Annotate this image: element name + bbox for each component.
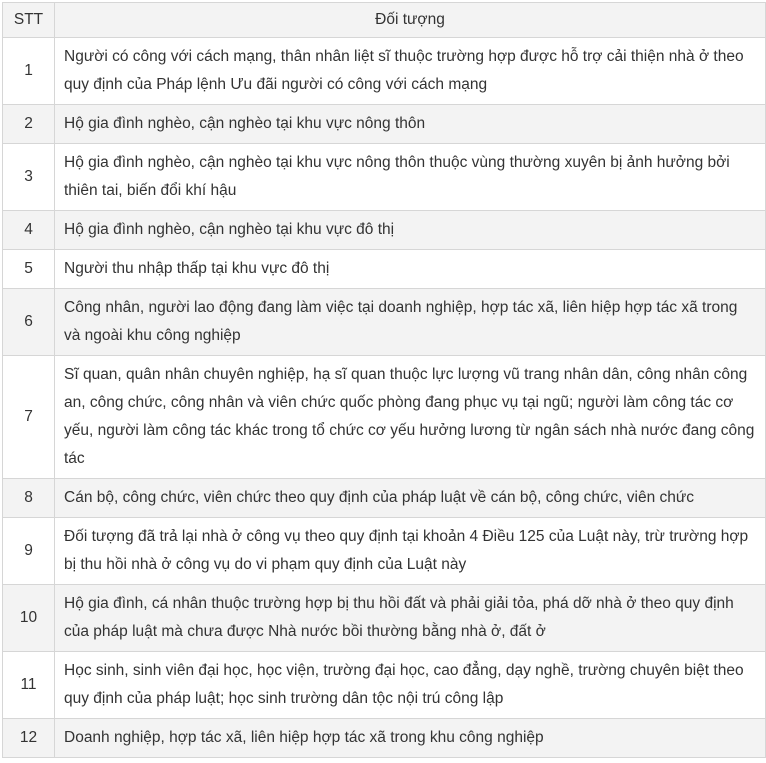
- row-number: 5: [3, 250, 55, 289]
- table-row: [3, 105, 766, 144]
- row-number: 8: [3, 479, 55, 518]
- row-object: Sĩ quan, quân nhân chuyên nghiệp, hạ sĩ quan thuộc lực lượng vũ trang nhân dân, công nhân công an, công chức, công nhân và viên chức quốc phòng đang phục vụ tại ngũ; người làm công tác cơ yếu, người làm công tác khác trong tổ chức cơ yếu hưởng lương từ ngân sách nhà nước đang công tác: [55, 356, 766, 479]
- row-number: 12: [3, 719, 55, 758]
- table-row: [3, 289, 766, 356]
- row-number: 1: [3, 38, 55, 105]
- row-number: 4: [3, 211, 55, 250]
- table-row: [3, 144, 766, 211]
- beneficiaries-table: [2, 2, 766, 758]
- table-row: [3, 38, 766, 105]
- table-row: [3, 719, 766, 758]
- row-object: Hộ gia đình, cá nhân thuộc trường hợp bị thu hồi đất và phải giải tỏa, phá dỡ nhà ở theo quy định của pháp luật mà chưa được Nhà nước bồi thường bằng nhà ở, đất ở: [55, 585, 766, 652]
- row-number: 3: [3, 144, 55, 211]
- table-row: [3, 479, 766, 518]
- row-number: 9: [3, 518, 55, 585]
- row-object: Hộ gia đình nghèo, cận nghèo tại khu vực nông thôn: [55, 105, 766, 144]
- row-object: Hộ gia đình nghèo, cận nghèo tại khu vực nông thôn thuộc vùng thường xuyên bị ảnh hưởng bởi thiên tai, biến đổi khí hậu: [55, 144, 766, 211]
- table-header-row: [3, 3, 766, 38]
- table-row: [3, 585, 766, 652]
- row-number: 2: [3, 105, 55, 144]
- table-row: [3, 518, 766, 585]
- row-number: 7: [3, 356, 55, 479]
- table-row: [3, 211, 766, 250]
- row-object: Đối tượng đã trả lại nhà ở công vụ theo quy định tại khoản 4 Điều 125 của Luật này, trừ trường hợp bị thu hồi nhà ở công vụ do vi phạm quy định của Luật này: [55, 518, 766, 585]
- row-object: Doanh nghiệp, hợp tác xã, liên hiệp hợp tác xã trong khu công nghiệp: [55, 719, 766, 758]
- row-object: Hộ gia đình nghèo, cận nghèo tại khu vực đô thị: [55, 211, 766, 250]
- row-number: 6: [3, 289, 55, 356]
- table-row: [3, 356, 766, 479]
- row-object: Cán bộ, công chức, viên chức theo quy định của pháp luật về cán bộ, công chức, viên chức: [55, 479, 766, 518]
- row-object: Học sinh, sinh viên đại học, học viện, trường đại học, cao đẳng, dạy nghề, trường chuyên biệt theo quy định của pháp luật; học sinh trường dân tộc nội trú công lập: [55, 652, 766, 719]
- row-object: Người có công với cách mạng, thân nhân liệt sĩ thuộc trường hợp được hỗ trợ cải thiện nhà ở theo quy định của Pháp lệnh Ưu đãi người có công với cách mạng: [55, 38, 766, 105]
- row-object: Người thu nhập thấp tại khu vực đô thị: [55, 250, 766, 289]
- row-number: 11: [3, 652, 55, 719]
- header-stt: STT: [3, 3, 55, 38]
- table-row: [3, 652, 766, 719]
- table-row: [3, 250, 766, 289]
- row-number: 10: [3, 585, 55, 652]
- header-object: Đối tượng: [55, 3, 766, 38]
- row-object: Công nhân, người lao động đang làm việc tại doanh nghiệp, hợp tác xã, liên hiệp hợp tác xã trong và ngoài khu công nghiệp: [55, 289, 766, 356]
